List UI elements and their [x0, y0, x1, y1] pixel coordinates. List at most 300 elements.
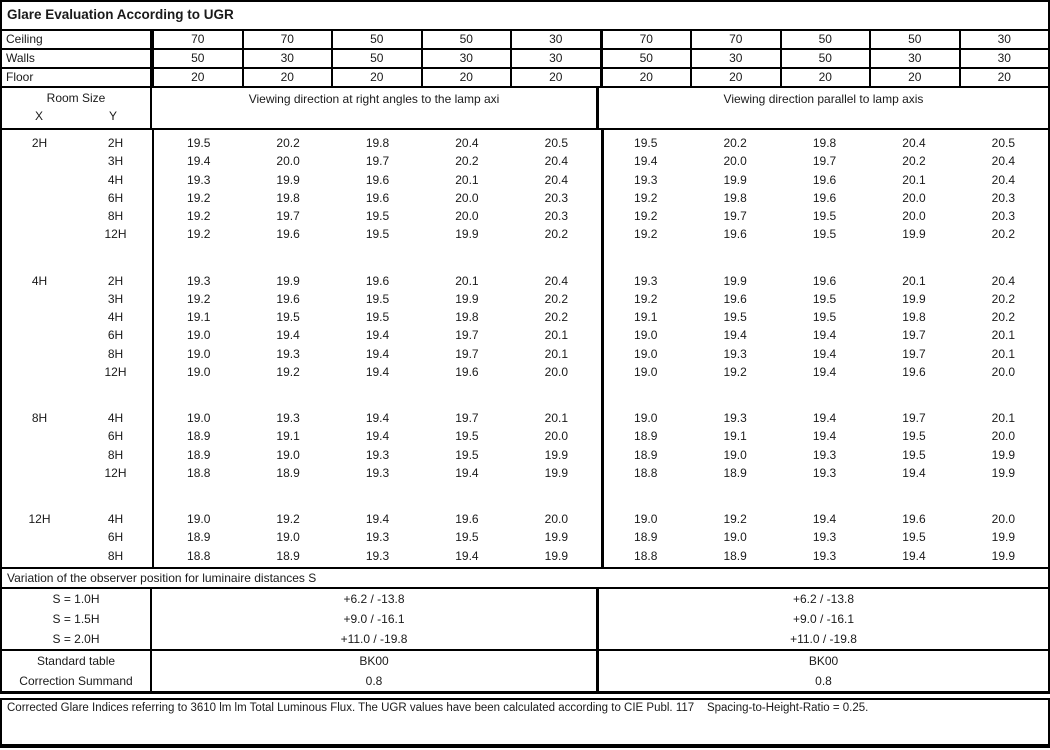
room-y-value: 2H [107, 136, 124, 150]
room-y-value: 3H [107, 291, 124, 306]
table-row [2, 171, 1048, 189]
ugr-value: 19.3 [812, 548, 837, 563]
ugr-value: 19.4 [365, 512, 390, 526]
room-x-value [2, 189, 77, 207]
ugr-value: 19.6 [812, 172, 837, 187]
ugr-value: 19.1 [634, 310, 658, 324]
ugr-value: 19.8 [902, 310, 926, 324]
ugr-value: 19.9 [902, 291, 926, 306]
room-size-block [2, 134, 1048, 244]
ugr-value: 19.4 [812, 328, 837, 343]
ugr-value: 19.5 [812, 291, 837, 306]
ugr-value: 19.2 [634, 291, 658, 306]
ugr-value: 19.8 [276, 190, 300, 205]
ugr-value: 18.9 [634, 447, 658, 462]
ugr-value: 19.9 [991, 530, 1016, 545]
room-y-value: 6H [107, 530, 124, 545]
surface-value: 50 [780, 50, 870, 67]
room-x-value [2, 464, 77, 482]
surface-value: 70 [600, 31, 691, 48]
ugr-value: 20.1 [455, 172, 479, 187]
room-y-value: 6H [107, 429, 124, 444]
footer-note: Corrected Glare Indices referring to 3610 lm lm Total Luminous Flux. The UGR values have been calculated according to CIE Publ. 117 Spacing-to-Height-Ratio = 0.25. [0, 698, 1050, 748]
ugr-value: 19.6 [365, 172, 390, 187]
room-x-value: 2H [31, 136, 48, 150]
table-row [2, 345, 1048, 363]
table-row [2, 272, 1048, 290]
ugr-value: 19.5 [365, 227, 390, 242]
ugr-value: 19.6 [365, 190, 390, 205]
surface-label: Walls [2, 50, 152, 67]
summary-rows [2, 651, 1048, 691]
observer-distance-row-value-right: +6.2 / -13.8 [792, 592, 855, 606]
room-y-value: 12H [104, 465, 127, 480]
ugr-value: 20.5 [544, 136, 568, 150]
ugr-value: 20.3 [991, 190, 1016, 205]
ugr-value: 19.9 [544, 530, 568, 545]
ugr-value: 19.5 [723, 310, 747, 324]
room-x-value [2, 528, 77, 546]
ugr-value: 19.6 [723, 227, 747, 242]
ugr-value: 19.2 [723, 364, 747, 379]
room-x-value [2, 290, 77, 308]
ugr-value: 19.3 [812, 530, 837, 545]
ugr-value: 19.6 [902, 364, 926, 379]
ugr-value: 19.4 [812, 346, 837, 361]
ugr-value: 19.0 [276, 530, 300, 545]
ugr-value: 20.2 [544, 227, 568, 242]
table-row [2, 446, 1048, 464]
ugr-value: 19.6 [812, 190, 837, 205]
ugr-value: 19.7 [902, 411, 926, 425]
room-y-value: 2H [107, 273, 124, 288]
ugr-value: 19.2 [187, 291, 211, 306]
ugr-value: 19.5 [365, 310, 390, 324]
room-y-value: 4H [107, 172, 124, 187]
y-axis-label: Y [108, 109, 117, 123]
ugr-value: 19.6 [455, 512, 479, 526]
observer-distance-row-value-left: +9.0 / -16.1 [152, 609, 599, 629]
ugr-value: 20.2 [276, 136, 300, 150]
ugr-value: 19.2 [634, 190, 658, 205]
ugr-value: 18.8 [187, 465, 211, 480]
table-row [2, 290, 1048, 308]
ugr-value: 19.6 [276, 227, 300, 242]
room-x-value [2, 171, 77, 189]
ugr-value: 20.0 [991, 429, 1016, 444]
ugr-value: 19.7 [902, 328, 926, 343]
ugr-value: 18.9 [187, 429, 211, 444]
ugr-value: 19.7 [455, 346, 479, 361]
ugr-value: 19.7 [902, 346, 926, 361]
room-x-value [2, 225, 77, 243]
room-x-value [2, 345, 77, 363]
ugr-value: 19.3 [276, 346, 300, 361]
table-row [2, 510, 1048, 528]
ugr-value: 19.5 [902, 447, 926, 462]
ugr-value: 19.5 [812, 209, 837, 223]
surface-value: 30 [421, 50, 511, 67]
ugr-value: 19.1 [187, 310, 211, 324]
summary-row-label: Standard table [2, 651, 152, 671]
summary-row-value-left: 0.8 [152, 671, 599, 691]
ugr-value: 19.0 [723, 530, 747, 545]
ugr-value: 19.6 [455, 364, 479, 379]
surface-value: 20 [869, 69, 959, 86]
ugr-value: 19.2 [187, 209, 211, 223]
ugr-value: 19.3 [365, 447, 390, 462]
room-size-block [2, 272, 1048, 382]
ugr-value: 19.0 [187, 346, 211, 361]
ugr-value: 19.5 [455, 429, 479, 444]
ugr-value: 19.0 [634, 411, 658, 425]
ugr-value: 19.0 [187, 512, 211, 526]
surface-value: 70 [690, 31, 780, 48]
ugr-value: 19.7 [812, 154, 837, 169]
ugr-value: 18.9 [276, 465, 300, 480]
room-x-value [2, 326, 77, 344]
ugr-value: 19.5 [902, 530, 926, 545]
ugr-value: 20.0 [544, 512, 568, 526]
ugr-value: 19.7 [455, 411, 479, 425]
surface-row [2, 50, 1048, 69]
room-y-value: 3H [107, 154, 124, 169]
ugr-value: 19.0 [634, 328, 658, 343]
ugr-value: 19.9 [991, 548, 1016, 563]
ugr-value: 19.1 [276, 429, 300, 444]
room-x-value [2, 427, 77, 445]
ugr-value: 19.5 [455, 447, 479, 462]
surface-value: 20 [510, 69, 600, 86]
ugr-value: 20.0 [455, 190, 479, 205]
ugr-value: 19.6 [276, 291, 300, 306]
ugr-value: 18.9 [276, 548, 300, 563]
ugr-value: 20.1 [544, 411, 568, 425]
variation-section-title: Variation of the observer position for luminaire distances S [2, 567, 1048, 589]
ugr-value: 20.2 [902, 154, 926, 169]
ugr-value: 19.3 [276, 411, 300, 425]
ugr-value: 19.8 [723, 190, 747, 205]
ugr-value: 19.5 [187, 136, 211, 150]
surface-label: Floor [2, 69, 152, 86]
surface-row [2, 31, 1048, 50]
ugr-value: 18.9 [187, 447, 211, 462]
room-x-value [2, 207, 77, 225]
summary-row [2, 651, 1048, 671]
surface-value: 30 [869, 50, 959, 67]
ugr-value: 19.3 [723, 346, 747, 361]
ugr-value: 20.3 [991, 209, 1016, 223]
ugr-value: 18.9 [723, 548, 747, 563]
ugr-value: 19.5 [634, 136, 658, 150]
table-row [2, 326, 1048, 344]
ugr-value: 20.4 [991, 172, 1016, 187]
surface-value: 30 [959, 31, 1049, 48]
surface-value: 50 [152, 50, 242, 67]
ugr-value: 20.0 [723, 154, 747, 169]
observer-distance-row-value-right: +9.0 / -16.1 [792, 612, 855, 626]
viewing-direction-parallel-header: Viewing direction parallel to lamp axis [723, 92, 924, 106]
ugr-value: 19.4 [365, 411, 390, 425]
ugr-value: 19.3 [365, 530, 390, 545]
surface-reflectance-rows [2, 31, 1048, 88]
room-y-value: 12H [104, 364, 127, 379]
room-y-value: 4H [107, 411, 124, 425]
ugr-value: 19.5 [276, 310, 300, 324]
ugr-value: 19.2 [634, 209, 658, 223]
ugr-value: 19.9 [276, 273, 300, 288]
room-y-value: 8H [107, 346, 124, 361]
ugr-value: 20.2 [991, 291, 1016, 306]
table-row [2, 134, 1048, 152]
ugr-value: 18.8 [634, 465, 658, 480]
ugr-value: 19.5 [812, 310, 837, 324]
ugr-value: 20.4 [991, 273, 1016, 288]
surface-value: 50 [600, 50, 691, 67]
surface-value: 50 [421, 31, 511, 48]
ugr-value: 20.4 [544, 154, 568, 169]
ugr-value: 18.8 [634, 548, 658, 563]
group-column-divider [601, 130, 604, 567]
ugr-value: 19.0 [187, 411, 211, 425]
ugr-data-grid [2, 130, 1048, 567]
ugr-value: 19.8 [365, 136, 390, 150]
ugr-value: 19.5 [365, 209, 390, 223]
ugr-value: 19.3 [812, 465, 837, 480]
ugr-value: 19.8 [455, 310, 479, 324]
ugr-value: 19.7 [365, 154, 390, 169]
ugr-value: 20.1 [991, 411, 1016, 425]
ugr-value: 19.0 [187, 364, 211, 379]
table-row [2, 409, 1048, 427]
ugr-value: 19.9 [276, 172, 300, 187]
ugr-value: 19.9 [455, 227, 479, 242]
room-y-value: 8H [107, 209, 124, 223]
x-axis-label: X [34, 109, 43, 123]
ugr-value: 19.3 [365, 548, 390, 563]
ugr-value: 20.2 [544, 310, 568, 324]
ugr-value: 18.8 [187, 548, 211, 563]
ugr-value: 19.0 [187, 328, 211, 343]
ugr-value: 19.5 [365, 291, 390, 306]
ugr-value: 19.3 [365, 465, 390, 480]
ugr-value: 20.3 [544, 190, 568, 205]
ugr-value: 19.7 [276, 209, 300, 223]
table-row [2, 528, 1048, 546]
surface-value: 20 [600, 69, 691, 86]
ugr-value: 19.6 [812, 273, 837, 288]
ugr-value: 19.6 [902, 512, 926, 526]
ugr-value: 19.4 [365, 346, 390, 361]
ugr-value: 20.0 [902, 190, 926, 205]
ugr-value: 19.9 [991, 447, 1016, 462]
ugr-value: 20.2 [991, 227, 1016, 242]
surface-value: 50 [869, 31, 959, 48]
surface-value: 20 [690, 69, 780, 86]
ugr-value: 19.4 [365, 364, 390, 379]
ugr-value: 19.4 [812, 512, 837, 526]
ugr-value: 20.0 [902, 209, 926, 223]
ugr-value: 19.4 [365, 429, 390, 444]
column-header-row [2, 88, 1048, 130]
room-x-value: 8H [31, 411, 48, 425]
ugr-value: 19.4 [634, 154, 658, 169]
viewing-direction-right-angles-header: Viewing direction at right angles to the lamp axi [152, 88, 599, 128]
ugr-value: 19.0 [276, 447, 300, 462]
observer-distance-row-label: S = 1.0H [2, 589, 152, 609]
summary-row-label: Correction Summand [2, 671, 152, 691]
ugr-value: 20.1 [455, 273, 479, 288]
ugr-value: 19.9 [455, 291, 479, 306]
room-x-value [2, 446, 77, 464]
surface-value: 70 [242, 31, 332, 48]
ugr-value: 19.2 [187, 227, 211, 242]
ugr-value: 19.0 [634, 346, 658, 361]
ugr-value: 19.4 [902, 548, 926, 563]
ugr-value: 20.4 [455, 136, 479, 150]
observer-distance-row-value-left: +6.2 / -13.8 [152, 589, 599, 609]
summary-row [2, 671, 1048, 691]
table-row [2, 464, 1048, 482]
surface-value: 50 [331, 50, 421, 67]
surface-value: 20 [152, 69, 242, 86]
surface-value: 70 [152, 31, 242, 48]
observer-distance-row-label: S = 1.5H [2, 609, 152, 629]
ugr-value: 20.4 [544, 172, 568, 187]
ugr-value: 19.7 [723, 209, 747, 223]
ugr-value: 19.6 [723, 291, 747, 306]
ugr-value: 19.4 [902, 465, 926, 480]
surface-value: 20 [331, 69, 421, 86]
observer-distance-row [2, 629, 1048, 649]
ugr-value: 19.4 [455, 548, 479, 563]
table-row [2, 427, 1048, 445]
surface-value: 20 [242, 69, 332, 86]
observer-distance-row-value-left: +11.0 / -19.8 [152, 629, 599, 649]
ugr-value: 19.9 [902, 227, 926, 242]
room-size-label: Room Size [46, 91, 106, 105]
ugr-value: 19.9 [544, 548, 568, 563]
ugr-value: 20.0 [455, 209, 479, 223]
ugr-value: 19.9 [723, 172, 747, 187]
room-x-value [2, 363, 77, 381]
room-size-block [2, 409, 1048, 482]
room-x-value [2, 152, 77, 170]
ugr-value: 19.3 [812, 447, 837, 462]
room-x-value [2, 547, 77, 565]
ugr-value: 20.0 [544, 364, 568, 379]
ugr-value: 19.2 [723, 512, 747, 526]
ugr-value: 19.4 [723, 328, 747, 343]
room-y-value: 6H [107, 328, 124, 343]
surface-value: 30 [242, 50, 332, 67]
ugr-value: 18.9 [187, 530, 211, 545]
ugr-value: 19.2 [276, 512, 300, 526]
ugr-value: 19.0 [723, 447, 747, 462]
ugr-value: 19.3 [634, 172, 658, 187]
observer-distance-row-value-right: +11.0 / -19.8 [790, 632, 857, 646]
room-size-header [2, 88, 152, 128]
ugr-value: 20.2 [455, 154, 479, 169]
xy-axis-labels [2, 109, 150, 123]
ugr-value: 20.5 [991, 136, 1016, 150]
ugr-value: 20.2 [544, 291, 568, 306]
observer-distance-row [2, 609, 1048, 629]
summary-row-value-left: BK00 [152, 651, 599, 671]
ugr-value: 19.1 [723, 429, 747, 444]
ugr-value: 20.2 [991, 310, 1016, 324]
ugr-value: 20.0 [991, 512, 1016, 526]
ugr-value: 19.3 [723, 411, 747, 425]
ugr-value: 20.4 [902, 136, 926, 150]
surface-value: 30 [510, 50, 600, 67]
ugr-value: 19.9 [723, 273, 747, 288]
surface-value: 20 [959, 69, 1049, 86]
ugr-value: 19.4 [812, 411, 837, 425]
observer-distance-row-label: S = 2.0H [2, 629, 152, 649]
ugr-value: 20.0 [544, 429, 568, 444]
ugr-value: 19.4 [455, 465, 479, 480]
ugr-value: 19.4 [276, 328, 300, 343]
ugr-value: 19.9 [991, 465, 1016, 480]
ugr-value: 20.4 [544, 273, 568, 288]
ugr-value: 19.5 [455, 530, 479, 545]
surface-value: 50 [331, 31, 421, 48]
surface-value: 20 [421, 69, 511, 86]
ugr-value: 19.7 [455, 328, 479, 343]
ugr-value: 19.3 [634, 273, 658, 288]
label-column-divider [152, 130, 154, 567]
ugr-value: 20.0 [991, 364, 1016, 379]
table-row [2, 152, 1048, 170]
ugr-value: 19.0 [634, 364, 658, 379]
surface-value: 30 [690, 50, 780, 67]
ugr-value: 20.2 [723, 136, 747, 150]
ugr-value: 19.4 [365, 328, 390, 343]
ugr-value: 20.3 [544, 209, 568, 223]
ugr-value: 19.4 [187, 154, 211, 169]
surface-value: 20 [780, 69, 870, 86]
ugr-value: 20.1 [902, 172, 926, 187]
room-y-value: 12H [104, 227, 127, 242]
observer-distance-row [2, 589, 1048, 609]
summary-row-value-right: BK00 [808, 654, 839, 668]
ugr-value: 19.3 [187, 273, 211, 288]
room-x-value: 12H [28, 512, 51, 526]
ugr-value: 20.1 [544, 346, 568, 361]
ugr-value: 19.9 [544, 465, 568, 480]
table-row [2, 363, 1048, 381]
ugr-value: 18.9 [723, 465, 747, 480]
ugr-value: 20.1 [902, 273, 926, 288]
ugr-value: 19.2 [634, 227, 658, 242]
table-row [2, 547, 1048, 565]
room-y-value: 8H [107, 548, 124, 563]
surface-value: 50 [780, 31, 870, 48]
ugr-value: 19.4 [812, 364, 837, 379]
table-row [2, 189, 1048, 207]
ugr-value: 19.6 [365, 273, 390, 288]
surface-value: 30 [959, 50, 1049, 67]
room-size-block [2, 510, 1048, 565]
ugr-value: 18.9 [634, 530, 658, 545]
ugr-value: 18.9 [634, 429, 658, 444]
surface-row [2, 69, 1048, 88]
table-row [2, 225, 1048, 243]
ugr-value: 19.2 [276, 364, 300, 379]
table-row [2, 207, 1048, 225]
room-y-value: 4H [107, 310, 124, 324]
